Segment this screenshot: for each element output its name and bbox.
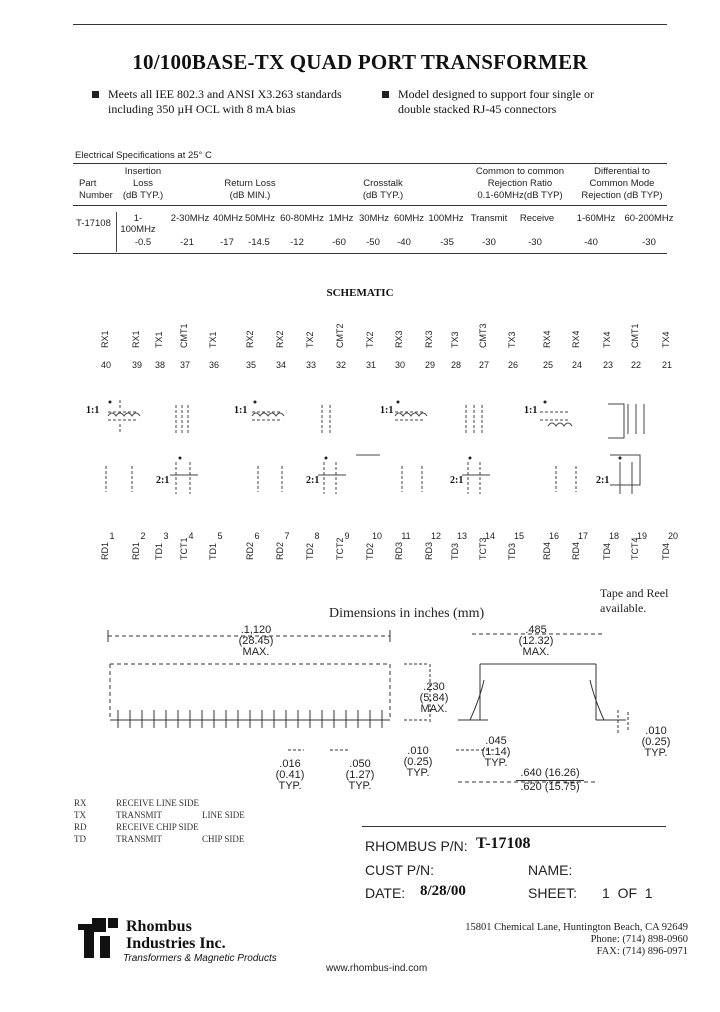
top-pin-label: TX3 [507,331,517,348]
bottom-pin-number: 13 [456,531,467,541]
dim-text: (0.25) [403,756,433,768]
dim-text: .010 [645,725,667,737]
dim-text: .1,120 [240,624,272,636]
dim-lead-thick [634,726,678,759]
bottom-pin-number: 2 [140,531,146,541]
company-fax: FAX: (714) 896-0971 [596,946,688,957]
top-pin-number: 23 [602,360,613,370]
ratio-label: 1:1 [380,405,394,416]
top-pin-number: 24 [571,360,582,370]
bottom-pin-number: 7 [284,531,290,541]
bottom-pin-number: 6 [254,531,260,541]
legend-extra: CHIP SIDE [202,834,245,844]
bottom-pin-label: RD2 [245,541,255,560]
freq-cell: 1-60MHz [576,213,616,224]
top-pin-label: RX3 [424,330,434,348]
freq-cell: 50MHz [244,213,276,224]
ratio-label: 2:1 [596,475,610,486]
bottom-pin-number: 5 [217,531,223,541]
top-pin-number: 37 [179,360,190,370]
header-text: Common Mode [589,178,655,189]
bottom-pin-number: 15 [513,531,524,541]
company-tagline: Transformers & Magnetic Products [123,953,277,964]
top-pin-label: TX2 [305,331,315,348]
header-text: Insertion [124,166,162,177]
dim-text: TYP. [278,780,302,792]
freq-cell: 2-30MHz [170,213,210,224]
dim-width [508,625,564,658]
legend-extra: LINE SIDE [202,810,245,820]
bottom-pin-number: 18 [608,531,619,541]
top-pin-label: RX4 [542,330,552,348]
legend-row [74,833,274,845]
page-title: 10/100BASE-TX QUAD PORT TRANSFORMER [132,50,588,74]
legend-row [74,821,274,833]
dim-text: TYP. [484,757,508,769]
top-pin-label: TX2 [365,331,375,348]
top-pin-number: 28 [450,360,461,370]
header-text: Differential to [594,166,650,177]
legend-desc: RECEIVE CHIP SIDE [116,822,199,832]
dim-length [226,625,286,658]
top-pin-label: TX4 [602,331,612,348]
bottom-pin-number: 17 [577,531,588,541]
part-number: T-17108 [76,218,111,229]
bottom-pin-number: 10 [371,531,382,541]
top-pin-label: TX1 [208,331,218,348]
legend-desc: TRANSMIT [116,834,163,844]
bottom-pin-label: RD1 [131,541,141,560]
bottom-pin-label: TD3 [450,542,460,560]
top-pin-number: 21 [661,360,672,370]
top-pin-label: RX3 [394,330,404,348]
dim-text: MAX. [420,703,448,715]
dim-text: (0.25) [641,736,671,748]
value-cell: -14.5 [248,237,270,248]
top-pin-label: RX1 [131,330,141,348]
dimensions-title: Dimensions in inches (mm) [329,606,485,621]
value-cell: -30 [642,237,656,248]
bullet-left-line: Meets all IEE 802.3 and ANSI X3.263 standards [108,87,342,101]
name-label: NAME: [528,862,573,878]
bottom-pin-number: 9 [344,531,350,541]
top-pin-number: 34 [275,360,286,370]
top-pin-label: TX3 [450,331,460,348]
dim-text: .230 [423,681,445,693]
top-pin-number: 33 [305,360,316,370]
bottom-pin-number: 16 [548,531,559,541]
dim-text: (1.27) [345,769,375,781]
bottom-pin-label: TD1 [154,542,164,560]
company-phone: Phone: (714) 898-0960 [590,934,688,945]
company-website[interactable]: www.rhombus-ind.com [326,963,428,974]
specs-caption: Electrical Specifications at 25° C [75,150,212,161]
top-pin-number: 38 [154,360,165,370]
legend-code: RX [74,798,87,808]
bottom-pin-number: 11 [401,531,411,541]
top-pin-number: 36 [208,360,219,370]
dim-text: .050 [349,758,371,770]
bottom-pin-number: 1 [109,531,115,541]
freq-cell: 1-100MHz [120,213,156,235]
dim-text: TYP. [406,767,430,779]
bottom-pin-number: 19 [636,531,647,541]
legend-code: TX [74,810,86,820]
bottom-pin-label: TD4 [661,542,671,560]
header-text: (dB TYP.) [122,190,164,201]
titleblock-rule [362,826,666,827]
top-pin-label: CMT1 [179,323,189,348]
value-cell: -21 [180,237,194,248]
value-cell: -30 [528,237,542,248]
dim-text: .485 [525,624,547,636]
header-text: Part [79,178,97,189]
value-cell: -40 [584,237,598,248]
freq-cell: 60MHz [393,213,425,224]
legend-code: RD [74,822,87,832]
company-name-2: Industries Inc. [126,935,226,952]
value-cell: -50 [366,237,380,248]
date-label: DATE: [365,885,406,901]
freq-cell: 30MHz [358,213,390,224]
sheet-value: 1 OF 1 [602,885,653,901]
freq-cell: 1MHz [328,213,354,224]
ratio-label: 2:1 [450,475,464,486]
value-cell: -35 [440,237,454,248]
bottom-pin-number: 14 [484,531,495,541]
bottom-pin-label: RD2 [275,541,285,560]
value-cell: -40 [397,237,411,248]
freq-cell: Transmit [470,213,508,224]
freq-cell: 40MHz [212,213,244,224]
dim-text: (0.41) [275,769,305,781]
date-value: 8/28/00 [420,883,466,899]
bullet-left-line: including 350 µH OCL with 8 mA bias [108,102,296,116]
pn-value: T-17108 [476,835,531,852]
top-pin-label: RX2 [275,330,285,348]
top-pin-number: 31 [365,360,376,370]
header-text: Common to common [475,166,565,177]
bottom-pin-label: TCT2 [335,537,345,560]
top-pin-label: TX1 [154,331,164,348]
legend-desc: RECEIVE LINE SIDE [116,798,199,808]
dim-text: (12.32) [518,635,554,647]
bottom-pin-label: RD4 [542,541,552,560]
legend [74,797,274,845]
bullet-right-line: double stacked RJ-45 connectors [398,102,557,116]
freq-cell: Receive [519,213,555,224]
top-pin-label: RX2 [245,330,255,348]
top-pin-label: CMT2 [335,323,345,348]
dim-text: .010 [407,745,429,757]
dim-text: .016 [279,758,301,770]
header-text: Rejection Ratio [487,178,553,189]
dim-text: TYP. [644,747,668,759]
value-cell: -30 [482,237,496,248]
dim-text: TYP. [348,780,372,792]
dim-pin-width [268,759,312,792]
header-text: Loss [132,178,154,189]
value-cell: -17 [220,237,234,248]
bottom-pin-label: TCT3 [478,537,488,560]
top-pin-number: 29 [424,360,435,370]
dim-pitch [338,759,382,792]
bottom-pin-label: RD1 [100,541,110,560]
legend-row [74,797,274,809]
top-pin-number: 32 [335,360,346,370]
bottom-pin-label: TD2 [365,542,375,560]
company-address: 15801 Chemical Lane, Huntington Beach, CA 92649 [465,922,688,933]
freq-cell: 60-200MHz [624,213,674,224]
pn-label: RHOMBUS P/N: [365,838,468,854]
cust-label: CUST P/N: [365,862,434,878]
legend-desc: TRANSMIT [116,810,163,820]
dim-text: .640 (16.26) [520,767,580,779]
top-pin-number: 25 [542,360,553,370]
ratio-label: 1:1 [86,405,100,416]
top-pin-number: 39 [131,360,142,370]
top-pin-number: 27 [478,360,489,370]
bottom-pin-number: 12 [430,531,441,541]
dim-text: (1.14) [481,746,511,758]
rhombus-logo-icon [78,918,120,960]
bottom-pin-label: TD2 [305,542,315,560]
value-cell: -60 [332,237,346,248]
top-pin-label: CMT3 [478,323,488,348]
tape-reel-line: Tape and Reel [600,586,669,600]
header-text: Number [79,190,113,201]
dim-text: MAX. [522,646,550,658]
ratio-label: 1:1 [524,405,538,416]
company-name-1: Rhombus [126,918,192,935]
top-pin-number: 22 [630,360,641,370]
ratio-label: 2:1 [306,475,320,486]
freq-cell: 60-80MHz [280,213,324,224]
top-pin-number: 40 [100,360,111,370]
bottom-pin-label: RD3 [424,541,434,560]
ratio-label: 1:1 [234,405,248,416]
dim-span [510,768,590,793]
bottom-pin-number: 3 [163,531,169,541]
bottom-pin-label: TD4 [602,542,612,560]
dim-text: (28.45) [238,635,274,647]
freq-cell: 100MHz [428,213,464,224]
value-cell: -0.5 [134,237,152,248]
dim-foot [474,736,518,769]
header-text: (dB MIN.) [229,190,271,201]
bottom-pin-label: TCT4 [630,537,640,560]
dim-text: .045 [485,735,507,747]
header-text: Crosstalk [363,178,403,189]
sheet-label: SHEET: [528,885,578,901]
legend-row [74,809,274,821]
bottom-pin-label: RD3 [394,541,404,560]
tape-reel-line: available. [600,601,647,615]
bottom-pin-number: 20 [667,531,678,541]
dim-standoff [396,746,440,779]
header-text: (dB TYP.) [362,190,404,201]
top-pin-number: 30 [394,360,405,370]
top-pin-label: RX1 [100,330,110,348]
bottom-pin-label: TD1 [208,542,218,560]
dim-text: .620 (15.75) [520,781,580,793]
value-cell: -12 [290,237,304,248]
legend-code: TD [74,834,86,844]
top-pin-label: TX4 [661,331,671,348]
header-text: Return Loss [224,178,276,189]
bottom-pin-label: TD3 [507,542,517,560]
schematic-title: SCHEMATIC [326,287,394,299]
top-pin-number: 26 [507,360,518,370]
bottom-pin-number: 8 [314,531,320,541]
top-pin-number: 35 [245,360,256,370]
dim-text: (5.84) [419,692,449,704]
header-text: 0.1-60MHz(dB TYP) [477,190,563,201]
bullet-right-line: Model designed to support four single or [398,87,594,101]
ratio-label: 2:1 [156,475,170,486]
dim-text: MAX. [242,646,270,658]
dim-height [412,682,456,715]
top-pin-label: RX4 [571,330,581,348]
bottom-pin-label: RD4 [571,541,581,560]
bottom-pin-label: TCT1 [179,537,189,560]
bottom-pin-number: 4 [188,531,194,541]
top-pin-label: CMT1 [630,323,640,348]
company-contact [440,922,688,958]
header-text: Rejection (dB TYP) [581,190,663,201]
